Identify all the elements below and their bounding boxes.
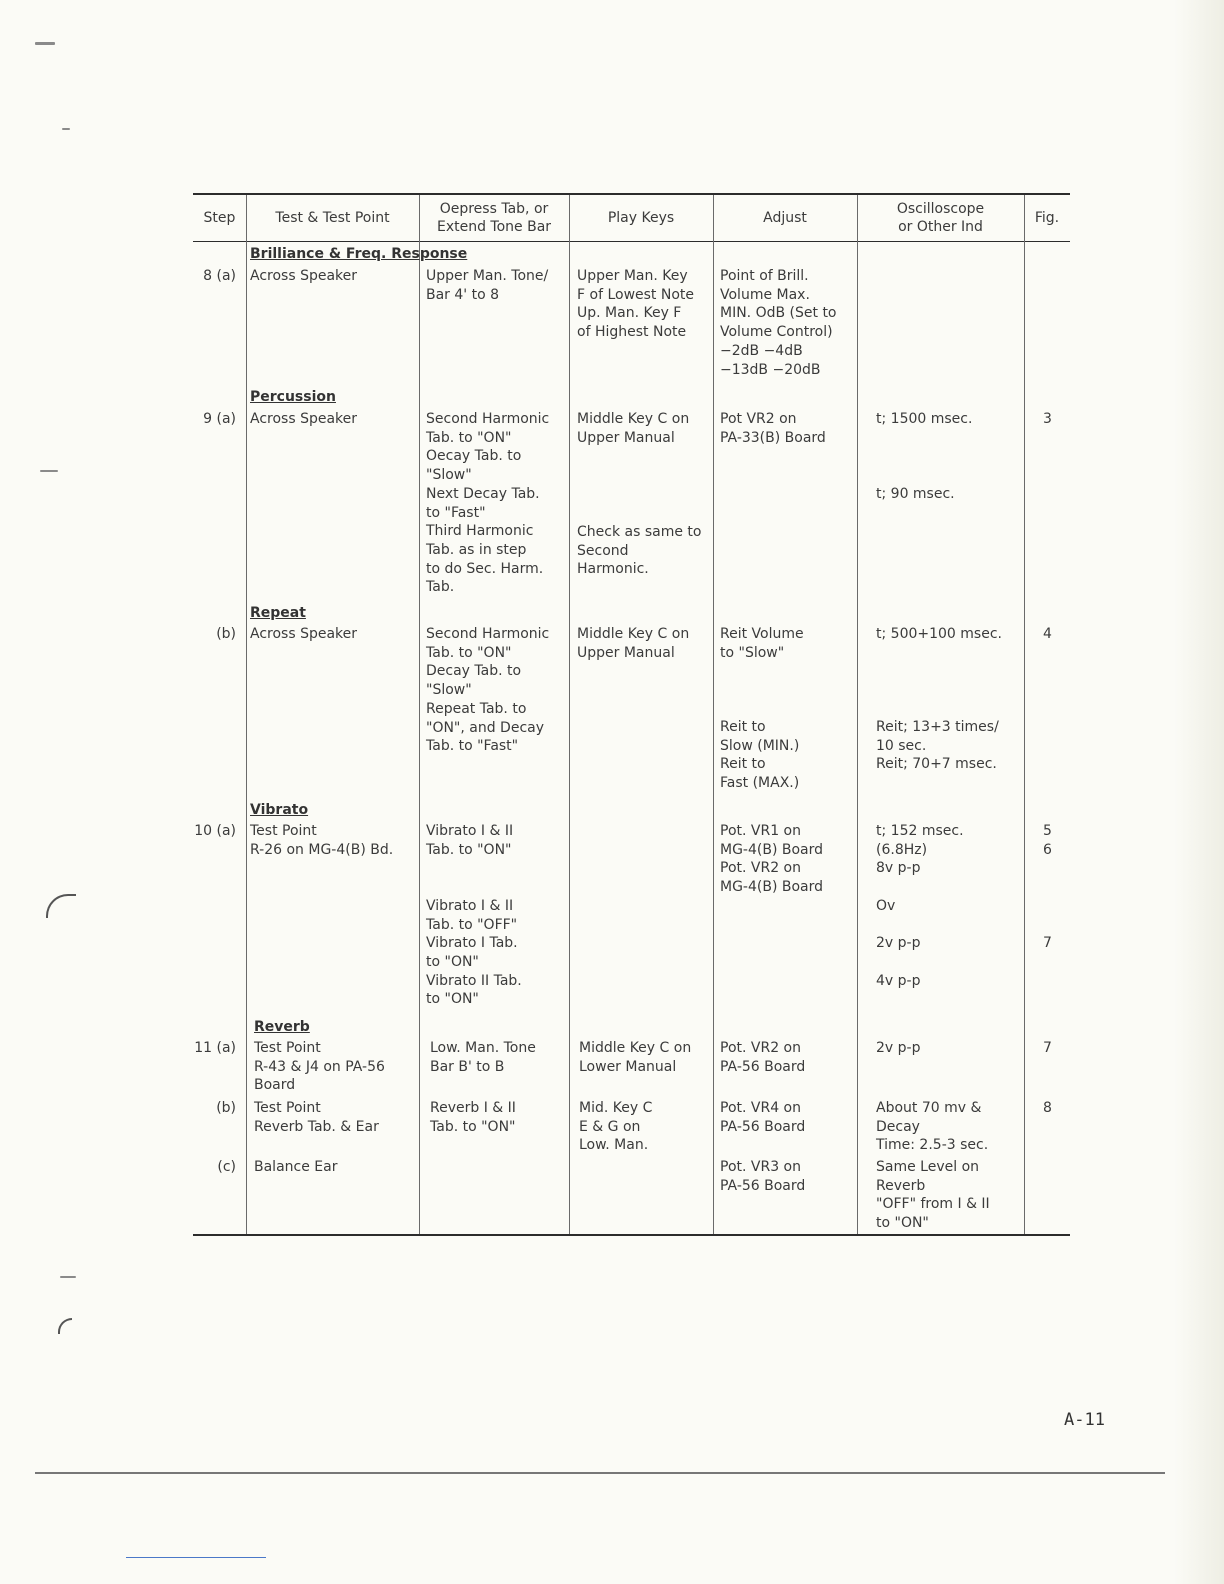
scan-mark <box>46 894 76 918</box>
depress-9a: Second Harmonic Tab. to "ON" Oecay Tab. to "Slow" Next Decay Tab. to "Fast" Third Harmonic Tab. as in step to do Sec. Harm. Tab. <box>426 411 550 596</box>
page-edge-shadow <box>1174 0 1224 1584</box>
step-11a: 11 (a) <box>194 1040 236 1056</box>
adjust-11c: Pot. VR3 on PA-56 Board <box>720 1159 806 1194</box>
osc-11c: Same Level on Reverb "OFF" from I & II to "ON" <box>876 1159 990 1232</box>
section-vibrato: Vibrato <box>250 802 309 818</box>
fig-11a: 7 <box>1043 1040 1052 1056</box>
test-9a: Across Speaker <box>250 411 358 427</box>
play-9a-check: Check as same to Second Harmonic. <box>577 524 702 578</box>
header-play-keys: Play Keys <box>607 210 675 226</box>
scan-mark <box>40 470 58 472</box>
test-8a: Across Speaker <box>250 268 358 284</box>
adjust-8a: Point of Brill. Volume Max. MIN. OdB (Set to Volume Control) −2dB −4dB −13dB −20dB <box>720 268 837 378</box>
section-brilliance: Brilliance & Freq. Response <box>250 246 468 262</box>
step-11c: (c) <box>217 1159 236 1175</box>
play-8a: Upper Man. Key F of Lowest Note Up. Man. Key F of Highest Note <box>577 268 695 341</box>
osc-11b: About 70 mv & Decay Time: 2.5-3 sec. <box>876 1100 989 1154</box>
depress-10a: Vibrato I & II Tab. to "ON" Vibrato I & II Tab. to "OFF" Vibrato I Tab. to "ON" Vibrato II Tab. to "ON" <box>426 823 522 1008</box>
osc-10a: t; 152 msec. (6.8Hz) 8v p-p Ov 2v p-p 4v p-p <box>876 823 964 989</box>
test-11c: Balance Ear <box>254 1159 338 1175</box>
header-bottom-rule <box>193 241 1070 242</box>
header-adjust: Adjust <box>763 210 807 226</box>
osc-9b-reit: Reit; 13+3 times/ 10 sec. Reit; 70+7 msec. <box>876 719 999 773</box>
header-step: Step <box>203 210 236 226</box>
adjust-10a: Pot. VR1 on MG-4(B) Board Pot. VR2 on MG-4(B) Board <box>720 823 824 896</box>
section-repeat: Repeat <box>250 605 306 621</box>
page-number: A-11 <box>1064 1410 1105 1430</box>
step-8a: 8 (a) <box>203 268 236 284</box>
scan-mark <box>62 128 70 130</box>
fig-10a: 5 6 7 <box>1043 823 1052 952</box>
header-depress: Oepress Tab, or Extend Tone Bar <box>436 201 552 235</box>
test-procedure-table <box>193 193 1070 1235</box>
test-11b: Test Point Reverb Tab. & Ear <box>254 1100 379 1135</box>
fig-11b: 8 <box>1043 1100 1052 1116</box>
play-11b: Mid. Key C E & G on Low. Man. <box>579 1100 653 1154</box>
osc-9b: t; 500+100 msec. <box>876 626 1002 642</box>
play-9b: Middle Key C on Upper Manual <box>577 626 690 661</box>
osc-11a: 2v p-p <box>876 1040 921 1056</box>
adjust-11b: Pot. VR4 on PA-56 Board <box>720 1100 806 1135</box>
depress-8a: Upper Man. Tone/ Bar 4' to 8 <box>426 268 549 303</box>
depress-11a: Low. Man. Tone Bar B' to B <box>430 1040 536 1075</box>
adjust-9b-reit: Reit to Slow (MIN.) Reit to Fast (MAX.) <box>720 719 800 792</box>
column-divider <box>246 195 247 1234</box>
osc-9a-next: t; 90 msec. <box>876 486 955 502</box>
section-percussion: Percussion <box>250 389 336 405</box>
step-9b: (b) <box>216 626 236 642</box>
test-9b: Across Speaker <box>250 626 358 642</box>
page-bottom-rule <box>35 1472 1165 1474</box>
play-11a: Middle Key C on Lower Manual <box>579 1040 692 1075</box>
section-reverb: Reverb <box>254 1019 310 1035</box>
depress-9b: Second Harmonic Tab. to "ON" Decay Tab. to "Slow" Repeat Tab. to "ON", and Decay Tab. to "Fast" <box>426 626 550 755</box>
step-10a: 10 (a) <box>194 823 236 839</box>
adjust-11a: Pot. VR2 on PA-56 Board <box>720 1040 806 1075</box>
table-bottom-rule <box>193 1234 1070 1236</box>
scan-mark <box>35 42 55 45</box>
header-test-point: Test & Test Point <box>275 210 390 226</box>
header-oscilloscope: Oscilloscope or Other Ind <box>896 201 985 235</box>
column-divider <box>569 195 570 1234</box>
scan-mark <box>58 1318 72 1334</box>
table-top-rule <box>193 193 1070 195</box>
fig-9b: 4 <box>1043 626 1052 642</box>
blue-underline-mark <box>126 1557 266 1558</box>
osc-9a: t; 1500 msec. <box>876 411 973 427</box>
step-11b: (b) <box>216 1100 236 1116</box>
column-divider <box>419 195 420 1234</box>
test-11a: Test Point R-43 & J4 on PA-56 Board <box>254 1040 385 1094</box>
play-9a: Middle Key C on Upper Manual <box>577 411 690 446</box>
column-divider <box>713 195 714 1234</box>
adjust-9b: Reit Volume to "Slow" <box>720 626 804 661</box>
depress-11b: Reverb I & II Tab. to "ON" <box>430 1100 516 1135</box>
column-divider <box>1024 195 1025 1234</box>
fig-9a: 3 <box>1043 411 1052 427</box>
step-9a: 9 (a) <box>203 411 236 427</box>
header-fig: Fig. <box>1034 210 1060 226</box>
test-10a: Test Point R-26 on MG-4(B) Bd. <box>250 823 394 858</box>
column-divider <box>857 195 858 1234</box>
adjust-9a: Pot VR2 on PA-33(B) Board <box>720 411 826 446</box>
scan-mark <box>60 1276 76 1278</box>
